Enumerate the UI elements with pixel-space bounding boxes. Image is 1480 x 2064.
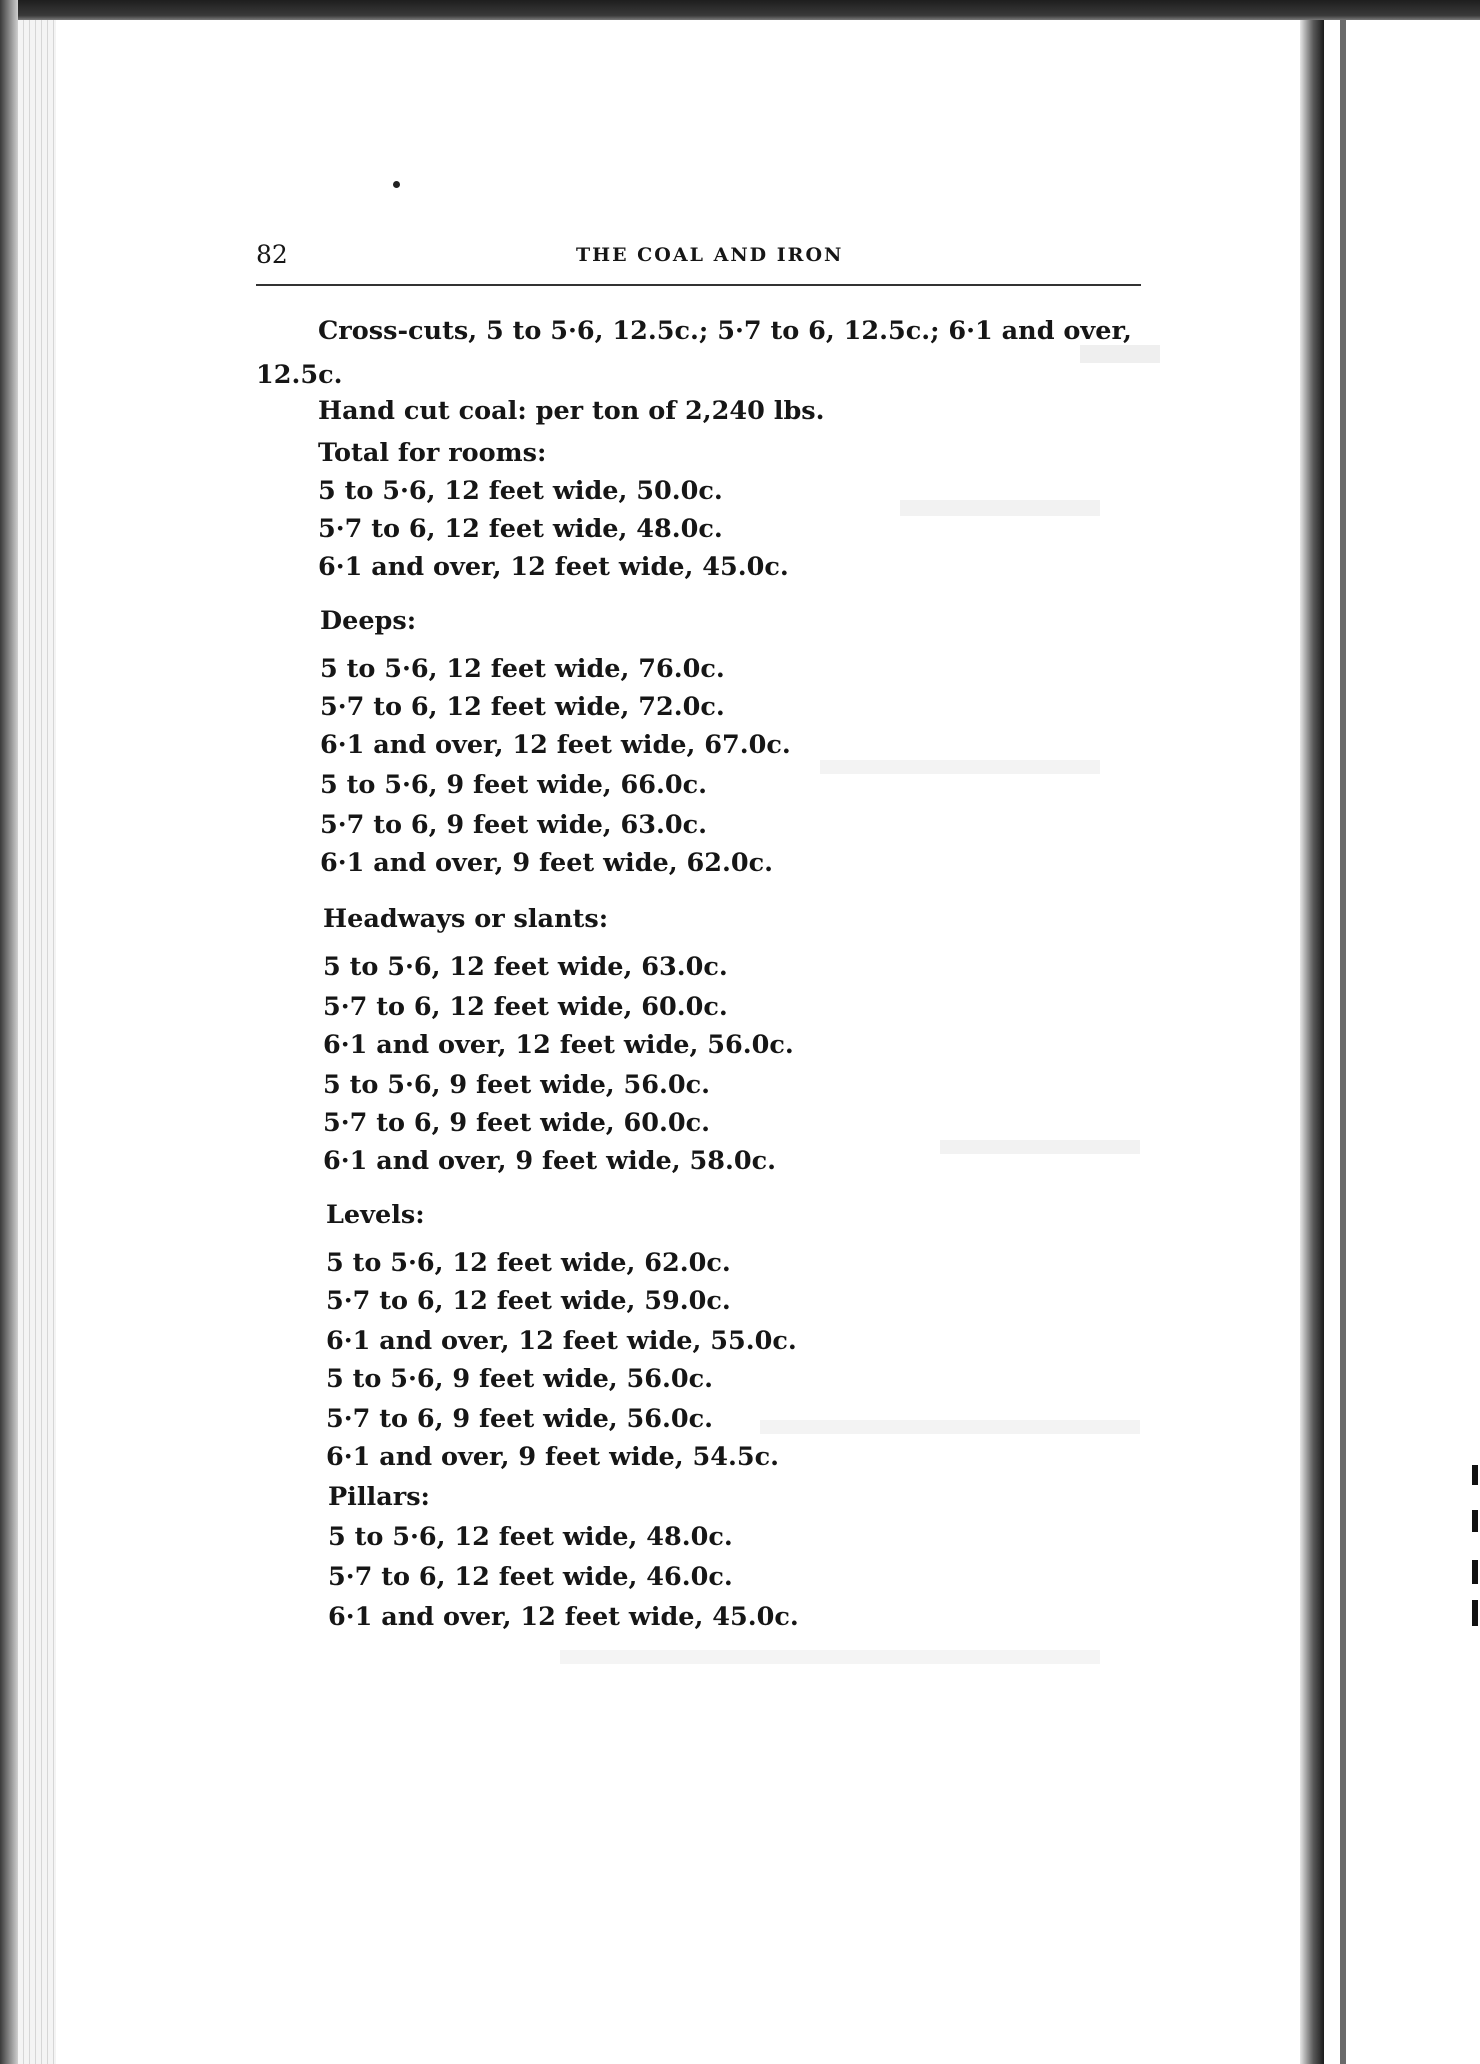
body-line: 5 to 5·6, 12 feet wide, 50.0c. [318, 476, 723, 506]
body-line: 5·7 to 6, 9 feet wide, 60.0c. [323, 1108, 711, 1138]
body-line: 5·7 to 6, 12 feet wide, 59.0c. [326, 1286, 731, 1316]
body-line: 5·7 to 6, 12 feet wide, 48.0c. [318, 514, 723, 544]
section-heading: Total for rooms: [318, 438, 547, 468]
facing-page-mark [1472, 1560, 1478, 1584]
book-gutter [1300, 20, 1324, 2064]
body-line: 5·7 to 6, 12 feet wide, 46.0c. [328, 1562, 733, 1592]
body-line: 5·7 to 6, 12 feet wide, 60.0c. [323, 992, 728, 1022]
body-line: 5 to 5·6, 12 feet wide, 62.0c. [326, 1248, 731, 1278]
body-line: Hand cut coal: per ton of 2,240 lbs. [318, 396, 825, 426]
section-heading: Pillars: [328, 1482, 430, 1512]
section-heading: Headways or slants: [323, 904, 609, 934]
body-line: 6·1 and over, 12 feet wide, 67.0c. [320, 730, 791, 760]
page-number: 82 [256, 240, 288, 269]
body-line: 12.5c. [256, 360, 343, 390]
facing-page-edge [1324, 20, 1480, 2064]
facing-page-shadow [1340, 20, 1346, 2064]
running-head: THE COAL AND IRON [576, 244, 844, 266]
facing-page-mark [1472, 1465, 1478, 1485]
section-heading: Levels: [326, 1200, 425, 1230]
body-line: 6·1 and over, 12 feet wide, 45.0c. [328, 1602, 799, 1632]
facing-page-mark [1472, 1510, 1478, 1532]
body-line: 5·7 to 6, 9 feet wide, 63.0c. [320, 810, 708, 840]
body-line: 5 to 5·6, 12 feet wide, 76.0c. [320, 654, 725, 684]
body-line: 6·1 and over, 12 feet wide, 55.0c. [326, 1326, 797, 1356]
facing-page-mark [1472, 1600, 1478, 1626]
header-rule [256, 284, 1141, 286]
body-line: 6·1 and over, 12 feet wide, 56.0c. [323, 1030, 794, 1060]
ink-speck [393, 181, 400, 188]
body-line: Cross-cuts, 5 to 5·6, 12.5c.; 5·7 to 6, 12.5c.; 6·1 and over, [318, 316, 1132, 346]
section-heading: Deeps: [320, 606, 417, 636]
page-stack-edges [18, 20, 58, 2064]
body-line: 6·1 and over, 9 feet wide, 54.5c. [326, 1442, 780, 1472]
scan-left-edge [0, 0, 18, 2064]
body-line: 5 to 5·6, 12 feet wide, 48.0c. [328, 1522, 733, 1552]
body-line: 5·7 to 6, 9 feet wide, 56.0c. [326, 1404, 714, 1434]
body-line: 5·7 to 6, 12 feet wide, 72.0c. [320, 692, 725, 722]
body-line: 5 to 5·6, 9 feet wide, 56.0c. [323, 1070, 711, 1100]
body-line: 5 to 5·6, 9 feet wide, 56.0c. [326, 1364, 714, 1394]
body-line: 6·1 and over, 9 feet wide, 62.0c. [320, 848, 774, 878]
body-line: 6·1 and over, 9 feet wide, 58.0c. [323, 1146, 777, 1176]
body-line: 5 to 5·6, 12 feet wide, 63.0c. [323, 952, 728, 982]
body-line: 6·1 and over, 12 feet wide, 45.0c. [318, 552, 789, 582]
page-header [256, 240, 1141, 284]
body-line: 5 to 5·6, 9 feet wide, 66.0c. [320, 770, 708, 800]
